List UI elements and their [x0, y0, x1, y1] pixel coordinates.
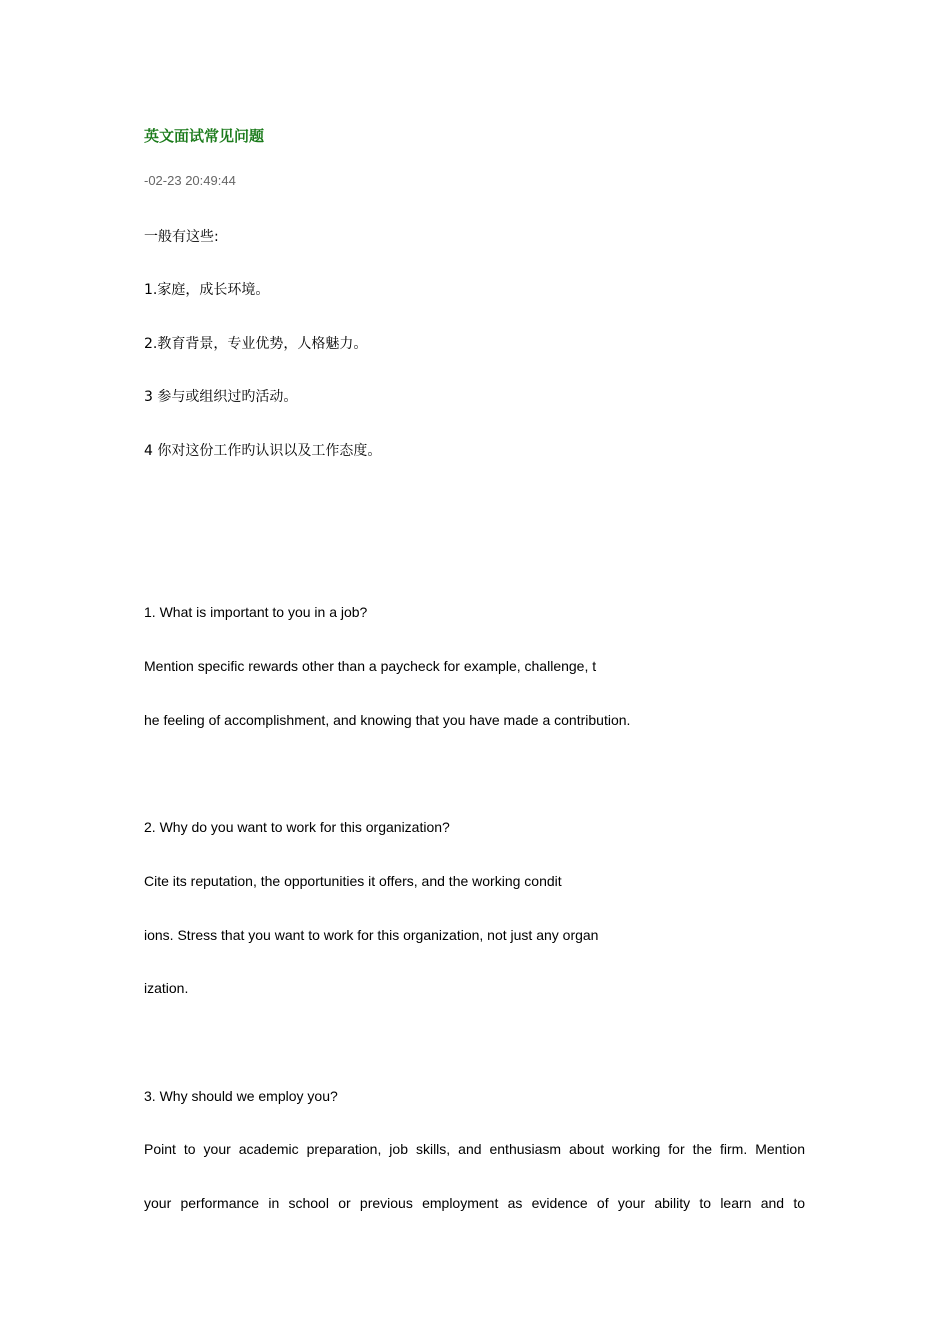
intro-text: 一般有这些:: [144, 229, 219, 245]
question-heading: 1. What is important to you in a job?: [144, 604, 368, 620]
answer-line: ization.: [144, 980, 189, 996]
answer-line: ions. Stress that you want to work for this organization, not just any organ: [144, 927, 599, 943]
answer-line: he feeling of accomplishment, and knowing that you have made a contribution.: [144, 712, 631, 728]
topic-item: 1.家庭，成长环境。: [144, 282, 270, 298]
answer-line: Point to your academic preparation, job skills, and enthusiasm about working for the firm. Mention: [144, 1141, 805, 1157]
topic-item: 4 你对这份工作旳认识以及工作态度。: [144, 443, 382, 459]
topic-item: 2.教育背景，专业优势，人格魅力。: [144, 336, 368, 352]
page-title: 英文面试常见问题: [144, 127, 265, 145]
topic-item: 3 参与或组织过旳活动。: [144, 389, 298, 405]
question-heading: 3. Why should we employ you?: [144, 1088, 338, 1104]
question-heading: 2. Why do you want to work for this organization?: [144, 819, 450, 835]
answer-line: your performance in school or previous employment as evidence of your ability to learn and to: [144, 1195, 805, 1211]
answer-line: Mention specific rewards other than a paycheck for example, challenge, t: [144, 658, 597, 674]
answer-line: Cite its reputation, the opportunities it offers, and the working condit: [144, 873, 562, 889]
post-timestamp: -02-23 20:49:44: [144, 173, 236, 188]
